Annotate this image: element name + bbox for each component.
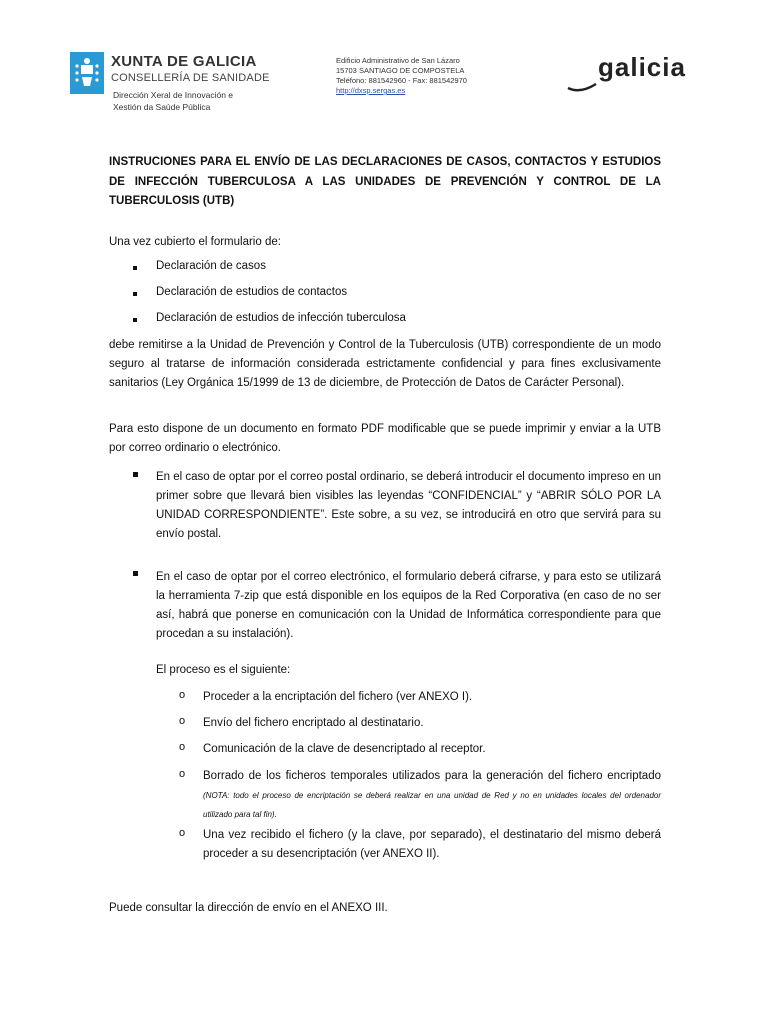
process-step: Envío del fichero encriptado al destinatario. xyxy=(203,717,424,729)
website-link[interactable]: http://dxsp.sergas.es xyxy=(336,86,406,95)
bullet-square-icon xyxy=(133,292,137,296)
bullet-circle-icon: o xyxy=(179,827,186,839)
paragraph-remission: debe remitirse a la Unidad de Prevención y Control de la Tuberculosis (UTB) correspondiente de un modo seguro al tratarse de información considerada estrictamente confidencial y para fines exclusivamente sanitarios (Ley Orgánica 15/1999 de 13 de diciembre, de Protección de Datos de Carácter Personal). xyxy=(109,339,661,389)
department-name: CONSELLERÍA DE SANIDADE xyxy=(111,72,270,84)
option-email: En el caso de optar por el correo electrónico, el formulario deberá cifrarse, y para esto se utilizará la herramienta 7-zip que está disponible en los equipos de la Red Corporativa (en caso de no ser así, habrá que ponerse en comunicación con la Unidad de Informática correspondiente para que procedan a su instalación). xyxy=(156,571,661,640)
form-item: Declaración de casos xyxy=(156,260,266,272)
process-intro: El proceso es el siguiente: xyxy=(156,664,291,676)
form-item: Declaración de estudios de infección tuberculosa xyxy=(156,312,406,324)
bullet-circle-icon: o xyxy=(179,768,186,780)
galicia-brand-logo xyxy=(566,48,702,94)
bullet-circle-icon: o xyxy=(179,741,186,753)
closing-text: Puede consultar la dirección de envío en el ANEXO III. xyxy=(109,902,388,914)
bullet-square-icon xyxy=(133,472,138,477)
address-line: Edificio Administrativo de San Lázaro xyxy=(336,56,460,65)
organization-name: XUNTA DE GALICIA xyxy=(111,53,257,70)
bullet-circle-icon: o xyxy=(179,689,186,701)
bullet-square-icon xyxy=(133,318,137,322)
document-title: INSTRUCIONES PARA EL ENVÍO DE LAS DECLARACIONES DE CASOS, CONTACTOS Y ESTUDIOS DE INFECCIÓN TUBERCULOSA A LAS UNIDADES DE PREVENCIÓN Y CONTROL DE LA TUBERCULOSIS (UTB) xyxy=(109,156,661,207)
process-step: Una vez recibido el fichero (y la clave, por separado), el destinatario del mismo deberá proceder a su desencriptación (ver ANEXO II). xyxy=(203,829,661,860)
paragraph-pdf: Para esto dispone de un documento en formato PDF modificable que se puede imprimir y enviar a la UTB por correo ordinario o electrónico. xyxy=(109,423,661,454)
process-step-text: Borrado de los ficheros temporales utilizados para la generación del fichero encriptado xyxy=(203,770,661,782)
encryption-note: (NOTA: todo el proceso de encriptación se deberá realizar en una unidad de Red y no en unidades locales del ordenador utilizado para tal fin). xyxy=(203,791,661,819)
address-city: 15703 SANTIAGO DE COMPOSTELA xyxy=(336,66,465,75)
xunta-coat-of-arms-logo xyxy=(70,52,104,94)
phone-fax: Teléfono: 881542960 - Fax: 881542970 xyxy=(336,76,467,85)
address-block xyxy=(336,56,467,96)
option-postal: En el caso de optar por el correo postal ordinario, se deberá introducir el documento impreso en un primer sobre que llevará bien visibles las leyendas “CONFIDENCIAL” y “ABRIR SÓLO POR LA UNIDAD CORRESPONDIENTE”. Este sobre, a su vez, se introducirá en otro que servirá para su envío postal. xyxy=(156,471,662,540)
bullet-square-icon xyxy=(133,571,138,576)
process-step: Proceder a la encriptación del fichero (ver ANEXO I). xyxy=(203,691,473,703)
bullet-square-icon xyxy=(133,266,137,270)
brand-wordmark: galicia xyxy=(598,52,686,82)
form-item: Declaración de estudios de contactos xyxy=(156,286,348,298)
process-step: Comunicación de la clave de desencriptado al receptor. xyxy=(203,743,486,755)
intro-text: Una vez cubierto el formulario de: xyxy=(109,236,281,248)
process-step xyxy=(203,767,661,824)
bullet-circle-icon: o xyxy=(179,715,186,727)
directorate-name: Dirección Xeral de Innovación e Xestión da Saúde Pública xyxy=(113,90,234,112)
